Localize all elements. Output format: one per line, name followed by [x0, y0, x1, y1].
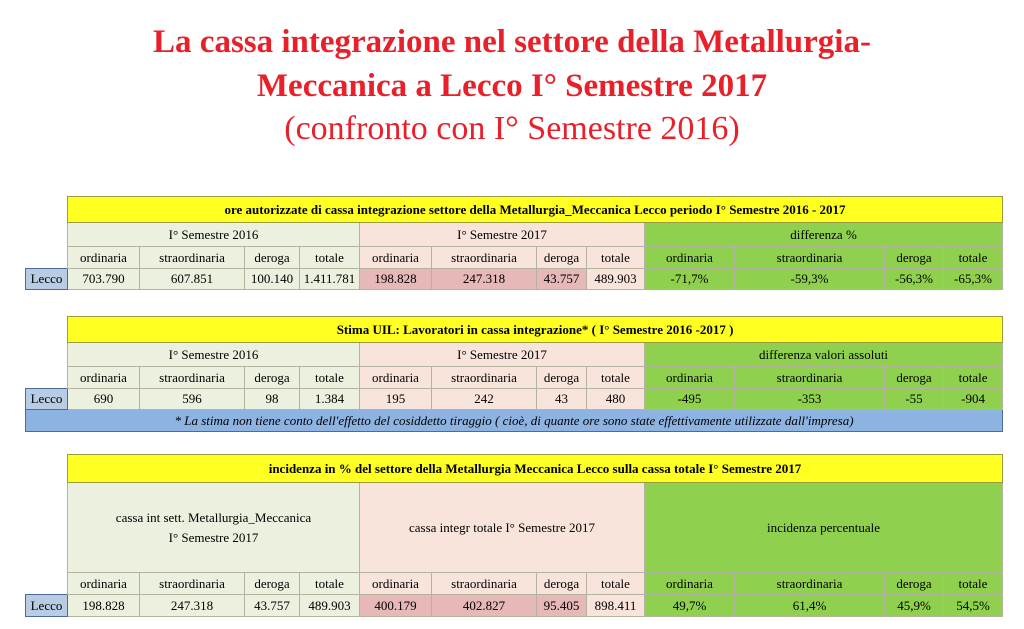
col-header: totale [587, 573, 645, 595]
value-cell: 400.179 [360, 595, 432, 617]
value-cell: -55 [885, 389, 944, 410]
value-cell: 98 [245, 389, 300, 410]
col-header: ordinaria [360, 573, 432, 595]
value-cell: -71,7% [645, 269, 735, 290]
value-cell: -65,3% [944, 269, 1003, 290]
group-header-metallurgia [68, 483, 360, 573]
col-header: ordinaria [68, 247, 140, 269]
value-cell: 247.318 [432, 269, 537, 290]
value-cell: -904 [944, 389, 1003, 410]
corner-blank [26, 247, 68, 269]
footnote: * La stima non tiene conto dell'effetto del cosiddetto tiraggio ( cioè, di quante ore sono state effettivamente utilizzate dall'impresa) [26, 410, 1003, 432]
group-header-diff: differenza valori assoluti [645, 343, 1003, 367]
col-header: straordinaria [735, 573, 885, 595]
col-header: ordinaria [645, 247, 735, 269]
col-header: deroga [245, 573, 300, 595]
value-cell: 242 [432, 389, 537, 410]
table-header: Stima UIL: Lavoratori in cassa integrazione* ( I° Semestre 2016 -2017 ) [68, 317, 1003, 343]
col-header: deroga [245, 247, 300, 269]
col-header: straordinaria [735, 367, 885, 389]
col-header: totale [587, 367, 645, 389]
col-header: ordinaria [68, 573, 140, 595]
col-header: deroga [885, 573, 944, 595]
table-stima-lavoratori [25, 316, 1003, 432]
col-header: ordinaria [360, 367, 432, 389]
corner-blank [26, 367, 68, 389]
table-header: incidenza in % del settore della Metallurgia Meccanica Lecco sulla cassa totale I° Semestre 2017 [68, 455, 1003, 483]
group-header-line: I° Semestre 2017 [168, 529, 259, 545]
col-header: deroga [537, 247, 587, 269]
value-cell: 43.757 [537, 269, 587, 290]
value-cell: -353 [735, 389, 885, 410]
col-header: straordinaria [432, 573, 537, 595]
value-cell: 898.411 [587, 595, 645, 617]
col-header: straordinaria [432, 247, 537, 269]
value-cell: 43 [537, 389, 587, 410]
col-header: deroga [537, 367, 587, 389]
group-header-2017: I° Semestre 2017 [360, 223, 645, 247]
value-cell: -56,3% [885, 269, 944, 290]
row-label-lecco: Lecco [26, 595, 68, 617]
group-header-incidenza: incidenza percentuale [645, 483, 1003, 573]
group-header-totale: cassa integr totale I° Semestre 2017 [360, 483, 645, 573]
group-header-2017: I° Semestre 2017 [360, 343, 645, 367]
title-line-3: (confronto con I° Semestre 2016) [284, 110, 740, 147]
col-header: ordinaria [68, 367, 140, 389]
value-cell: 489.903 [300, 595, 360, 617]
value-cell: 45,9% [885, 595, 944, 617]
value-cell: 1.411.781 [300, 269, 360, 290]
col-header: ordinaria [360, 247, 432, 269]
value-cell: 100.140 [245, 269, 300, 290]
corner-blank [26, 317, 68, 343]
row-label-lecco: Lecco [26, 269, 68, 290]
col-header: totale [944, 247, 1003, 269]
value-cell: 195 [360, 389, 432, 410]
value-cell: 480 [587, 389, 645, 410]
table-header: ore autorizzate di cassa integrazione settore della Metallurgia_Meccanica Lecco periodo I° Semestre 2016 - 2017 [68, 197, 1003, 223]
col-header: straordinaria [140, 367, 245, 389]
row-label-lecco: Lecco [26, 389, 68, 410]
corner-blank [26, 455, 68, 483]
value-cell: 43.757 [245, 595, 300, 617]
col-header: ordinaria [645, 367, 735, 389]
group-header-2016: I° Semestre 2016 [68, 343, 360, 367]
value-cell: 198.828 [360, 269, 432, 290]
value-cell: -59,3% [735, 269, 885, 290]
col-header: totale [300, 573, 360, 595]
group-header-line: cassa int sett. Metallurgia_Meccanica [115, 509, 312, 525]
col-header: deroga [245, 367, 300, 389]
value-cell: 596 [140, 389, 245, 410]
col-header: deroga [537, 573, 587, 595]
col-header: totale [300, 247, 360, 269]
corner-blank [26, 223, 68, 247]
group-header-diff: differenza % [645, 223, 1003, 247]
value-cell: -495 [645, 389, 735, 410]
col-header: ordinaria [645, 573, 735, 595]
col-header: totale [587, 247, 645, 269]
value-cell: 607.851 [140, 269, 245, 290]
col-header: deroga [885, 247, 944, 269]
value-cell: 54,5% [944, 595, 1003, 617]
col-header: totale [300, 367, 360, 389]
value-cell: 61,4% [735, 595, 885, 617]
value-cell: 247.318 [140, 595, 245, 617]
corner-blank [26, 343, 68, 367]
value-cell: 402.827 [432, 595, 537, 617]
col-header: straordinaria [140, 247, 245, 269]
col-header: deroga [885, 367, 944, 389]
col-header: totale [944, 573, 1003, 595]
corner-blank [26, 573, 68, 595]
group-header-2016: I° Semestre 2016 [68, 223, 360, 247]
col-header: straordinaria [735, 247, 885, 269]
value-cell: 198.828 [68, 595, 140, 617]
value-cell: 49,7% [645, 595, 735, 617]
title-line-2: Meccanica a Lecco I° Semestre 2017 [256, 68, 768, 104]
table-incidenza [25, 454, 1003, 617]
corner-blank [26, 483, 68, 573]
col-header: straordinaria [140, 573, 245, 595]
table-ore-autorizzate [25, 196, 1003, 290]
corner-blank [26, 197, 68, 223]
title-line-1: La cassa integrazione nel settore della Metallurgia- [153, 24, 871, 60]
col-header: straordinaria [432, 367, 537, 389]
value-cell: 489.903 [587, 269, 645, 290]
value-cell: 95.405 [537, 595, 587, 617]
value-cell: 690 [68, 389, 140, 410]
value-cell: 703.790 [68, 269, 140, 290]
value-cell: 1.384 [300, 389, 360, 410]
col-header: totale [944, 367, 1003, 389]
